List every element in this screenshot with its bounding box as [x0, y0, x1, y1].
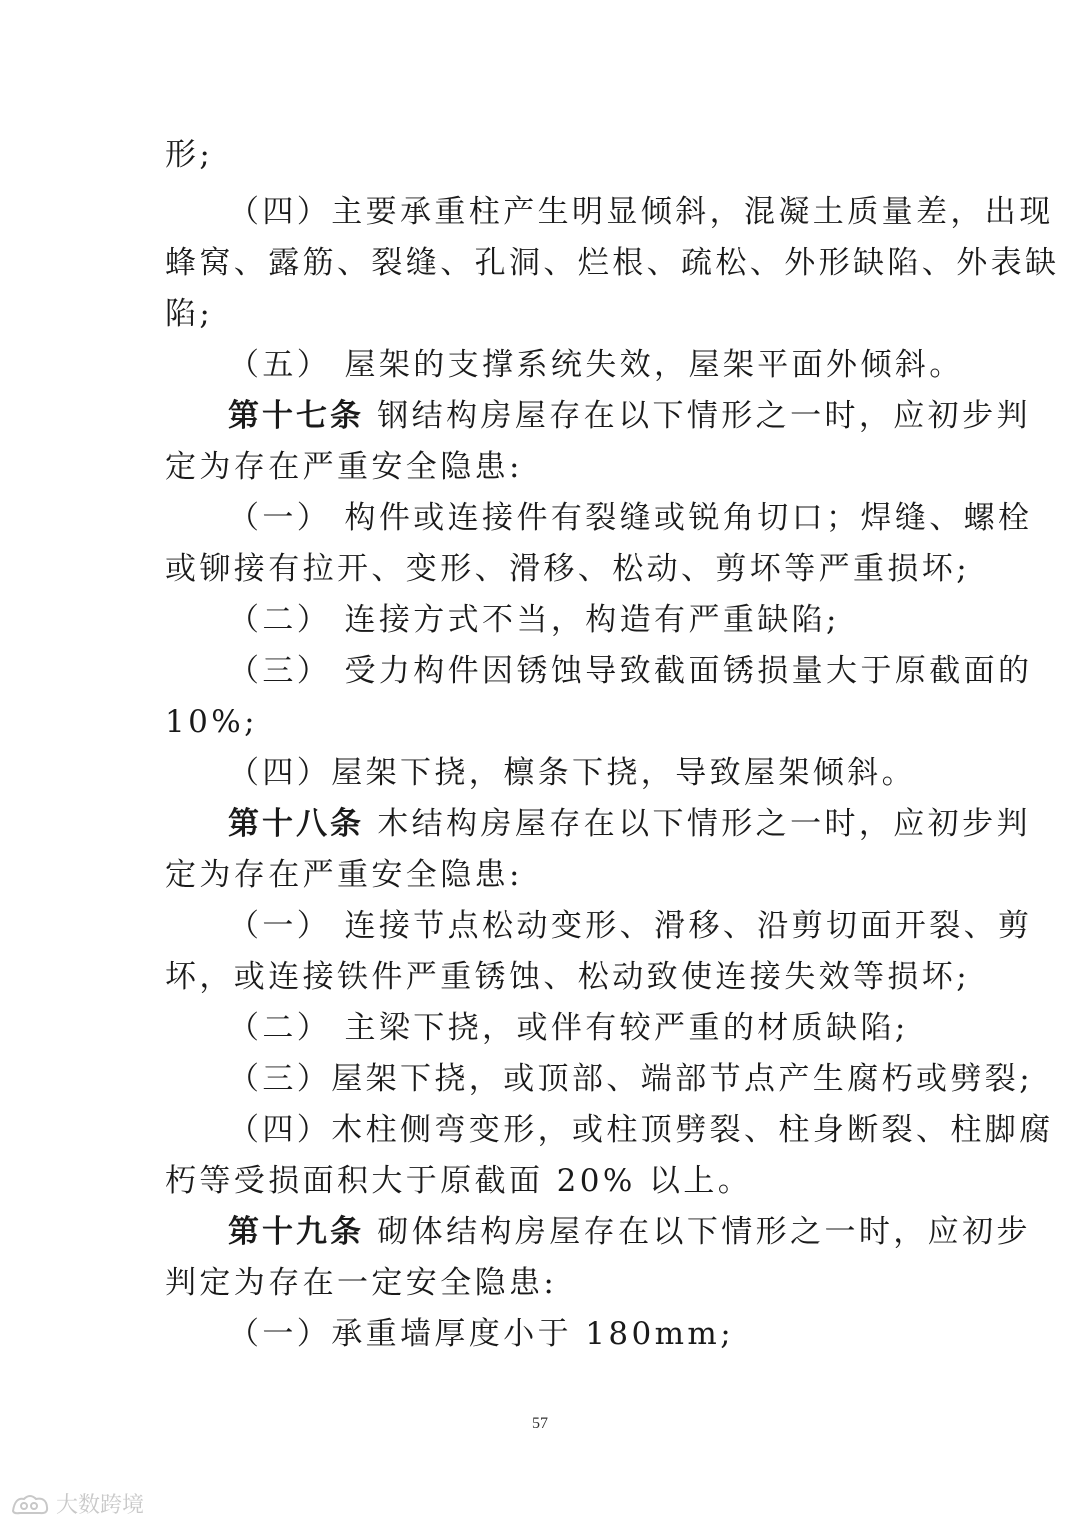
- text-line: （二） 主梁下挠，或伴有较严重的材质缺陷;: [228, 1010, 909, 1046]
- text-line: （一） 构件或连接件有裂缝或锐角切口；焊缝、螺栓: [228, 500, 1033, 536]
- article-19-text: 砌体结构房屋存在以下情形之一时，应初步: [377, 1214, 1031, 1250]
- text-line: 坏，或连接铁件严重锈蚀、松动致使连接失效等损坏;: [165, 959, 971, 995]
- text-line: 陷;: [165, 296, 214, 332]
- article-18-line: [228, 804, 1031, 844]
- article-17-text: 钢结构房屋存在以下情形之一时，应初步判: [377, 398, 1031, 434]
- text-line: （三）屋架下挠，或顶部、端部节点产生腐朽或劈裂;: [228, 1061, 1034, 1097]
- watermark-text: 大数跨境: [56, 1493, 145, 1518]
- watermark: [10, 1488, 144, 1519]
- text-line: （四）主要承重柱产生明显倾斜，混凝土质量差，出现: [228, 194, 1054, 230]
- watermark-logo-icon: [10, 1491, 50, 1517]
- text-line: 判定为存在一定安全隐患:: [165, 1265, 558, 1301]
- article-18-text: 木结构房屋存在以下情形之一时，应初步判: [377, 806, 1031, 842]
- page-number: 57: [532, 1415, 548, 1432]
- article-19-heading: 第十九条: [228, 1214, 364, 1250]
- text-line: 或铆接有拉开、变形、滑移、松动、剪坏等严重损坏;: [165, 551, 971, 587]
- text-line: 朽等受损面积大于原截面 20% 以上。: [165, 1163, 753, 1199]
- text-line: （一）承重墙厚度小于 180mm;: [228, 1316, 735, 1352]
- text-line: 定为存在严重安全隐患:: [165, 449, 523, 485]
- text-line: （五） 屋架的支撑系统失效，屋架平面外倾斜。: [228, 347, 964, 383]
- text-line: 定为存在严重安全隐患:: [165, 857, 523, 893]
- text-line: （四）木柱侧弯变形，或柱顶劈裂、柱身断裂、柱脚腐: [228, 1112, 1054, 1148]
- text-line: （四）屋架下挠，檩条下挠，导致屋架倾斜。: [228, 755, 916, 791]
- article-19-line: [228, 1212, 1031, 1252]
- article-18-heading: 第十八条: [228, 806, 364, 842]
- text-line: （三） 受力构件因锈蚀导致截面锈损量大于原截面的: [228, 653, 1033, 689]
- article-17-heading: 第十七条: [228, 398, 364, 434]
- text-line: （一） 连接节点松动变形、滑移、沿剪切面开裂、剪: [228, 908, 1033, 944]
- text-line: （二） 连接方式不当，构造有严重缺陷;: [228, 602, 840, 638]
- article-17-line: [228, 396, 1031, 436]
- text-line: 形;: [165, 137, 214, 173]
- text-line: 10%;: [165, 704, 258, 740]
- text-line: 蜂窝、露筋、裂缝、孔洞、烂根、疏松、外形缺陷、外表缺: [165, 245, 1060, 281]
